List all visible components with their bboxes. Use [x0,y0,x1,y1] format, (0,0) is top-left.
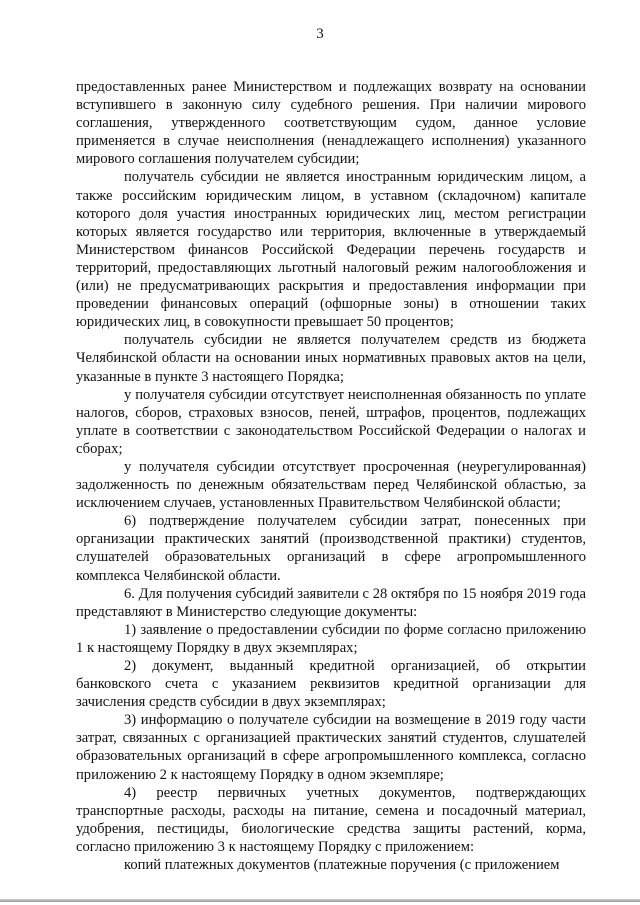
paragraph: копий платежных документов (платежные поручения (с приложением [124,857,560,874]
paragraph: 6) подтверждение получателем субсидии затрат, понесенных при организации практических занятий (производственной практики) студентов, слушателей образовательных организаций в сфере агропромышленного комплекса Челябинской области. [76,513,586,584]
paragraph: 2) документ, выданный кредитной организацией, об открытии банковского счета с указанием реквизитов кредитной организации для зачисления средств субсидии в двух экземплярах; [76,658,586,711]
paragraph: 6. Для получения субсидий заявители с 28 октября по 15 ноября 2019 года представляют в Министерство следующие документы: [76,585,586,620]
paragraph: у получателя субсидии отсутствует неисполненная обязанность по уплате налогов, сборов, страховых взносов, пеней, штрафов, процентов, подлежащих уплате в соответствии с законодательством Российской Федерации о налогах и сборах; [76,386,586,457]
paragraph: у получателя субсидии отсутствует просроченная (неурегулированная) задолженность по денежным обязательствам перед Челябинской областью, за исключением случаев, установленных Правительством Челябинской области; [76,458,586,512]
paragraph: 1) заявление о предоставлении субсидии по форме согласно приложению 1 к настоящему Порядку в двух экземплярах; [76,621,586,656]
paragraph: 3) информацию о получателе субсидии на возмещение в 2019 году части затрат, связанных с организацией практических занятий студентов, слушателей образовательных организаций в сфере агропромышленного комплекса, согласно приложению 2 к настоящему Порядку в одном экземпляре; [76,712,586,783]
paragraph: получатель субсидии не является иностранным юридическим лицом, а также российским юридическим лицом, в уставном (складочном) капитале которого доля участия иностранных юридических лиц, местом регистрации которых является государство или территория, включенные в утверждаемый Министерством финансов Российской Федерации перечень государств и территорий, предоставляющих льготный налоговый режим налогообложения и (или) не предусматривающих раскрытия и предоставления информации при проведении финансовых операций (офшорные зоны) в отношении таких юридических лиц, в совокупности превышает 50 процентов; [76,169,586,331]
scan-edge-divider [0,899,640,902]
paragraph: 4) реестр первичных учетных документов, подтверждающих транспортные расходы, расходы на питание, семена и посадочный материал, удобрения, пестициды, биологические средства защиты растений, корма, согласно приложению 3 к настоящему Порядку с приложением: [76,784,586,855]
page-number: 3 [316,26,324,42]
paragraph: предоставленных ранее Министерством и подлежащих возврату на основании вступившего в законную силу судебного решения. При наличии мирового соглашения, утвержденного соответствующим судом, данное условие применяется в случае неисполнения (ненадлежащего исполнения) указанного мирового соглашения получателем субсидии; [76,79,586,168]
document-body [76,78,586,874]
paragraph: получатель субсидии не является получателем средств из бюджета Челябинской области на основании иных нормативных правовых актов на цели, указанные в пункте 3 настоящего Порядка; [76,332,586,385]
